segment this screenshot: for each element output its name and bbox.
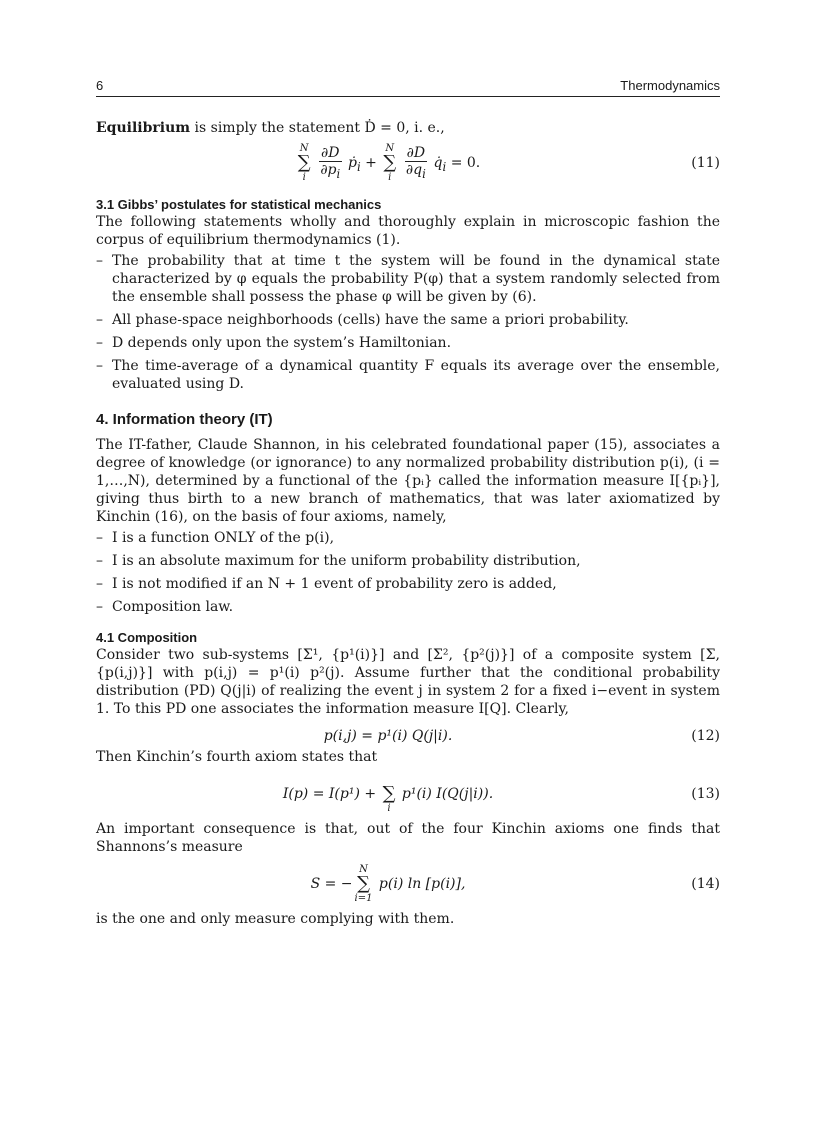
section-4-title: 4. Information theory (IT) — [96, 411, 273, 428]
sum-symbol: N ∑ i — [383, 143, 397, 183]
equation-number-14: (14) — [691, 876, 720, 892]
kinchin-axioms-list — [96, 529, 720, 616]
section-4-1-paragraph: Consider two sub-systems [Σ¹, {p¹(i)}] and [Σ², {p²(j)}] of a composite system [Σ, {p(i,j)}] with p(i,j) = p¹(i) p²(j). Assume further that the conditional probability distribution (PD) Q(j|i) of realizing the event j in system 2 for a fixed i−event in system 1. To this PD one associates the information measure I[Q]. Clearly, — [96, 647, 720, 717]
list-item: – All phase-space neighborhoods (cells) have the same a priori probability. — [96, 311, 720, 329]
equation-number-11: (11) — [691, 155, 720, 171]
page-number: 6 — [96, 78, 104, 93]
sum-symbol: ∑ i — [382, 783, 396, 814]
fraction-dd-dq: $\frac{\partial D}{\partial q_i}$ — [405, 144, 426, 181]
list-item: – The probability that at time t the system will be found in the dynamical state characterized by φ equals the probability P(φ) that a system randomly selected from the ensemble shall possess the phase φ will be given by (6). — [96, 252, 720, 306]
fraction-dd-dp: $\frac{\partial D}{\partial p_i}$ — [320, 144, 341, 181]
section-4-paragraph: The IT-father, Claude Shannon, in his celebrated foundational paper (15), associates a degree of knowledge (or ignorance) to any normalized probability distribution p(i), (i = 1,…,N), determined by a functional of the {pᵢ} called the information measure I[{pᵢ}], giving thus birth to a new branch of mathematics, that was later axiomatized by Kinchin (16), on the basis of four axioms, namely, — [96, 437, 720, 525]
section-3-1-intro: The following statements wholly and thoroughly explain in microscopic fashion the corpus of equilibrium thermodynamics (1). — [96, 214, 720, 248]
equilibrium-term: Equilibrium — [96, 120, 191, 136]
running-title: Thermodynamics — [620, 78, 720, 93]
after-equation-12: Then Kinchin’s fourth axiom states that — [96, 749, 378, 765]
list-item: – D depends only upon the system’s Hamiltonian. — [96, 334, 720, 352]
equation-12 — [96, 728, 720, 744]
equation-number-12: (12) — [691, 728, 720, 744]
equation-number-13: (13) — [691, 786, 720, 802]
equation-11 — [96, 143, 720, 183]
equilibrium-statement: Equilibrium is simply the statement Ḋ = 0, i. e., — [96, 120, 445, 136]
sum-symbol: N ∑ i — [297, 143, 311, 183]
list-item: – I is a function ONLY of the p(i), — [96, 529, 720, 547]
list-item: – Composition law. — [96, 598, 720, 616]
section-3-1-title: 3.1 Gibbs’ postulates for statistical mechanics — [96, 197, 382, 212]
list-item: – I is an absolute maximum for the uniform probability distribution, — [96, 552, 720, 570]
list-item: – The time-average of a dynamical quantity F equals its average over the ensemble, evaluated using D. — [96, 357, 720, 393]
equation-14-body: S = − N ∑ i=1 p(i) ln [p(i)], — [310, 864, 466, 904]
list-item: – I is not modified if an N + 1 event of probability zero is added, — [96, 575, 720, 593]
equation-12-body: p(i,j) = p¹(i) Q(j|i). — [323, 728, 453, 744]
closing-sentence: is the one and only measure complying with them. — [96, 911, 455, 927]
page-header — [96, 78, 720, 97]
equation-11-body: N ∑ i $\frac{\partial D}{\partial p_i}$ ṗ$_i$ + N ∑ i $\frac{\partial D}{\partial q_i}$ $q̇_i = 0$. — [297, 143, 481, 183]
equation-13-body: I(p) = I(p¹) + ∑ i p¹(i) I(Q(j|i)). — [96, 774, 680, 814]
section-4-1-title: 4.1 Composition — [96, 630, 198, 645]
equation-14 — [96, 864, 720, 904]
equation-13 — [96, 774, 720, 814]
sum-symbol: N ∑ i=1 — [354, 864, 373, 904]
page — [96, 78, 720, 928]
gibbs-postulates-list — [96, 252, 720, 393]
after-equation-13: An important consequence is that, out of the four Kinchin axioms one finds that Shannons’s measure — [96, 821, 720, 855]
